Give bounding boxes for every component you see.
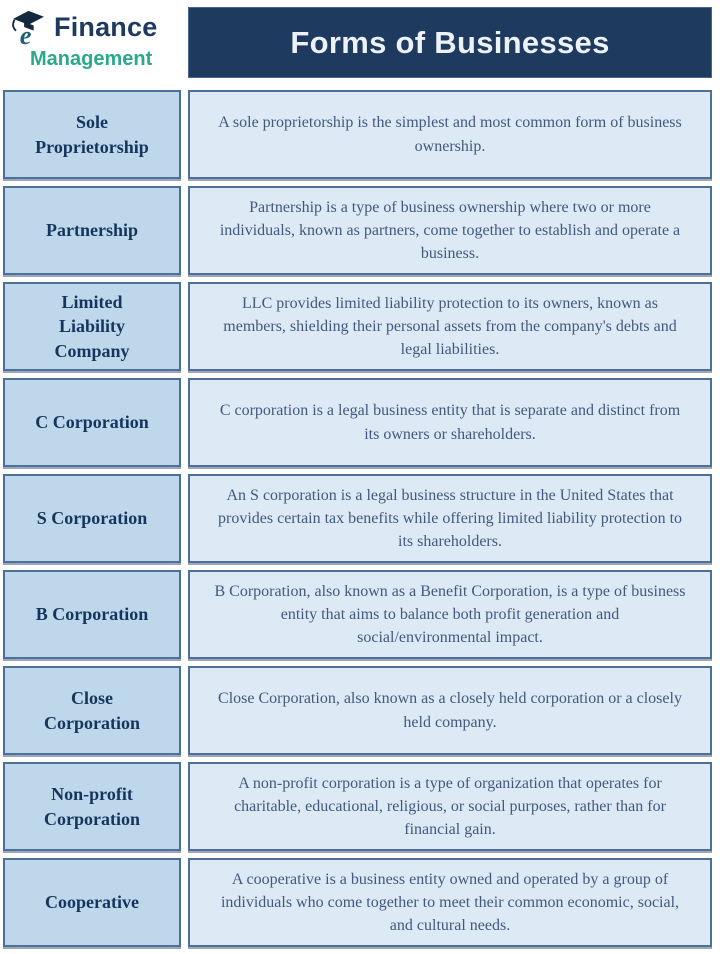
table-row bbox=[3, 762, 712, 851]
logo-letter-e: e bbox=[19, 19, 32, 48]
business-form-label: Close Corporation bbox=[3, 666, 181, 755]
table-row bbox=[3, 378, 712, 467]
business-form-description: Partnership is a type of business ownership where two or more individuals, known as partners, come together to establish and operate a business. bbox=[188, 186, 712, 275]
table-row bbox=[3, 186, 712, 275]
business-form-description: LLC provides limited liability protection to its owners, known as members, shielding their personal assets from the company's debts and legal liabilities. bbox=[188, 282, 712, 371]
business-form-description: An S corporation is a legal business structure in the United States that provides certain tax benefits while offering limited liability protection to its shareholders. bbox=[188, 474, 712, 563]
table-row bbox=[3, 474, 712, 563]
brand-logo bbox=[0, 0, 182, 70]
business-form-label: Sole Proprietorship bbox=[3, 90, 181, 179]
business-form-description: A sole proprietorship is the simplest and most common form of business ownership. bbox=[188, 90, 712, 179]
brand-name-management: Management bbox=[30, 48, 153, 70]
table-row bbox=[3, 858, 712, 947]
business-form-label: B Corporation bbox=[3, 570, 181, 659]
graduation-cap-logo-icon bbox=[8, 6, 52, 48]
business-form-description: Close Corporation, also known as a closely held corporation or a closely held company. bbox=[188, 666, 712, 755]
business-form-label: Non-profit Corporation bbox=[3, 762, 181, 851]
business-form-description: C corporation is a legal business entity that is separate and distinct from its owners or shareholders. bbox=[188, 378, 712, 467]
page-title: Forms of Businesses bbox=[290, 24, 610, 60]
business-form-label: Cooperative bbox=[3, 858, 181, 947]
brand-name-finance: Finance bbox=[54, 11, 158, 42]
title-bar bbox=[188, 7, 712, 78]
business-form-description: B Corporation, also known as a Benefit Corporation, is a type of business entity that aims to balance both profit generation and social/environmental impact. bbox=[188, 570, 712, 659]
business-form-label: Limited Liability Company bbox=[3, 282, 181, 371]
business-form-label: Partnership bbox=[3, 186, 181, 275]
business-forms-table bbox=[0, 86, 720, 947]
business-form-description: A cooperative is a business entity owned and operated by a group of individuals who come together to meet their common economic, social, and cultural needs. bbox=[188, 858, 712, 947]
business-form-label: C Corporation bbox=[3, 378, 181, 467]
business-form-description: A non-profit corporation is a type of organization that operates for charitable, educational, religious, or social purposes, rather than for financial gain. bbox=[188, 762, 712, 851]
table-row bbox=[3, 570, 712, 659]
table-row bbox=[3, 666, 712, 755]
business-form-label: S Corporation bbox=[3, 474, 181, 563]
header bbox=[0, 0, 720, 86]
table-row bbox=[3, 90, 712, 179]
table-row bbox=[3, 282, 712, 371]
